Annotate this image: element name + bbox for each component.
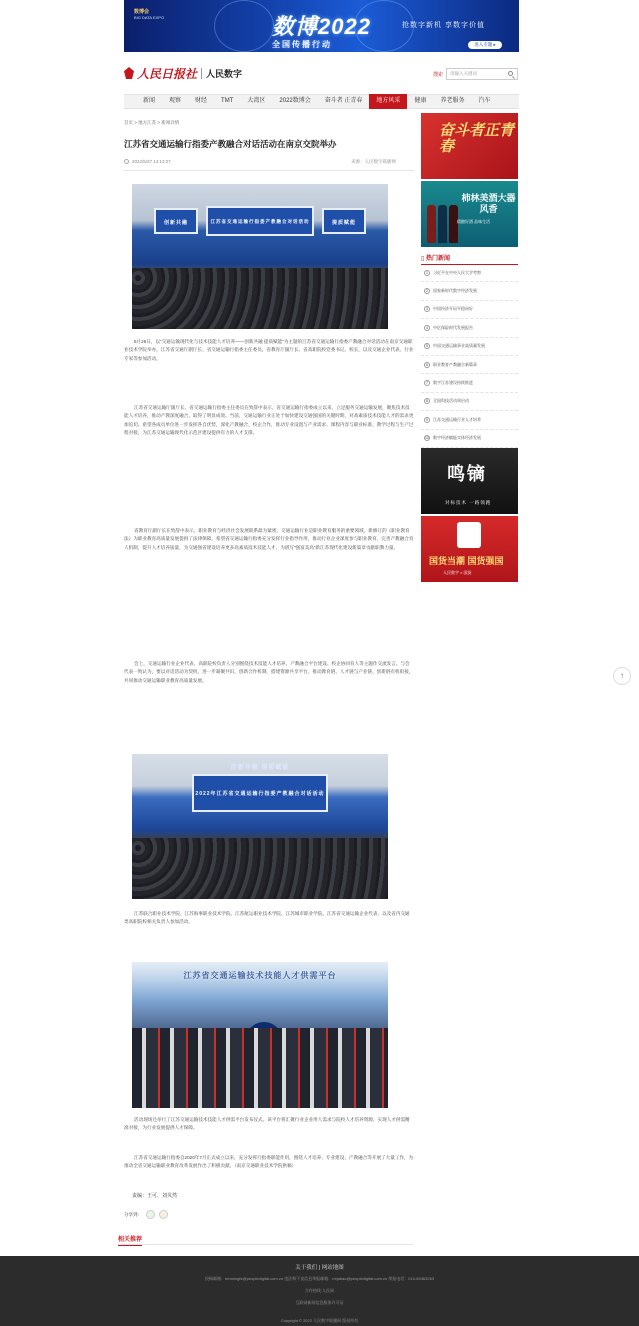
paragraph: 江苏省交通运输厅副厅长、省交通运输行指委主任委员在致辞中表示，省交通运输行指委成立以来，立足服务交通运输发展，聚焦技术技能人才培养，推动产教深度融合，取得了明显成效。当前，交通运输行业正处于加快建设交通强国的关键时期，对高素质技术技能人才的需求更加迫切。希望各成员单位进一步发挥各自优势，深化产教融合、校企合作，推动专业设置与产业需求、课程内容与职业标准、教学过程与生产过程对接，为江苏交通运输现代化示范区建设提供有力的人才支撑。 — [124, 405, 414, 436]
breadcrumb[interactable]: 首页 > 地方江苏 > 新闻详情 — [124, 120, 180, 125]
weibo-share-icon[interactable] — [159, 1210, 168, 1219]
site-logo[interactable]: 人民日报社 人民数字 — [124, 64, 242, 82]
hot-news-label: 中国交通运输事业高质量发展 — [433, 343, 485, 349]
footer-license: 互联网新闻信息服务许可证 — [295, 1300, 344, 1305]
back-to-top-button[interactable] — [613, 667, 631, 685]
hot-news-label: 中国经济开局平稳向好 — [433, 306, 473, 312]
hot-news-title: ▯ 热门新闻 — [421, 253, 518, 265]
rank-badge: 6 — [424, 362, 430, 368]
rank-badge: 3 — [424, 306, 430, 312]
rank-badge: 9 — [424, 417, 430, 423]
nav-item[interactable]: 奋斗者 正青春 — [324, 98, 363, 104]
rank-badge: 5 — [424, 343, 430, 349]
paragraph: 江苏省交通运输行指委自2020年7月正式成立以来，充分发挥行指委职能作用，围绕人才培养、专业建设、产教融合等开展了大量工作，为推动全省交通运输职业教育改革发展作出了积极贡献。（南京交通职业技术学院供稿） — [124, 1155, 414, 1169]
banner-decoration — [214, 0, 274, 52]
audience — [132, 268, 388, 329]
main-nav — [124, 94, 519, 109]
logo-icon — [124, 67, 134, 79]
side-screen-right: 提质赋能 — [322, 208, 366, 234]
banner-enter-button[interactable]: 进入专题 ▸ — [468, 41, 502, 49]
paragraph: 会上，交通运输行业企业代表、高职院校负责人分别围绕技术技能人才培养、产教融合平台建设、校企协同育人等主题作交流发言。与会代表一致认为，要以对话活动为契机，进一步凝聚共识，创新合作机制，搭建资源共享平台，推动教育链、人才链与产业链、创新链有机衔接，共同推动交通运输职业教育高质量发展。 — [124, 661, 414, 683]
bottle-image — [438, 205, 447, 243]
hot-news-item[interactable] — [421, 282, 518, 300]
hot-news-item[interactable] — [421, 374, 518, 392]
article-photo-panel: 创新共融 提质赋能 2022年江苏省交通运输行指委产教融合对话活动 — [132, 754, 388, 899]
rank-badge: 4 — [424, 325, 430, 331]
hot-news-label: 数字江苏建设持续推进 — [433, 380, 473, 386]
paragraph: 5月26日，以“交通运输现代化与技术技能人才培养——创新共融 提质赋能”为主题的江苏省交通运输行指委产教融合对话活动在南京交通职业技术学院举办。江苏省交通厅副厅长、省交通运输行指委主任委员，省教育厅副厅长、省高职院校党委书记、校长，以及交通企业代表、行业专家等参加活动。 — [124, 339, 414, 361]
hot-news-item[interactable] — [421, 356, 518, 374]
sidebar-ad-youth[interactable]: 奋斗者正青春 — [421, 113, 518, 179]
nav-item[interactable]: 地方风采 — [369, 94, 407, 109]
footer-links[interactable]: 关于我们 | 网站地图 — [295, 1265, 344, 1271]
hot-news-label: 江苏交通运输行业人才培养 — [433, 416, 481, 422]
search-icon[interactable] — [508, 71, 513, 76]
paragraph: 省教育厅副厅长在致辞中表示，职业教育与经济社会发展联系最为紧密，交通运输行业是职业教育服务的重要领域。新修订的《职业教育法》为职业教育高质量发展提供了法律保障。希望省交通运输行指委充分发挥行业指导作用，推动行业企业深度参与职业教育，完善产教融合育人机制，提升人才培养质量，为交通强省建设培养更多高素质技术技能人才，为谱写“强富美高”新江苏现代化建设新篇章贡献职教力量。 — [124, 528, 414, 550]
article-photo-conference — [132, 184, 388, 329]
rank-badge: 7 — [424, 380, 430, 386]
arrow-up-icon: ↑ — [620, 671, 624, 680]
banner-logo: 数博会 BIG DATA EXPO — [134, 9, 165, 20]
hot-news-item[interactable] — [421, 264, 518, 282]
bottle-image — [427, 205, 436, 243]
search-input[interactable]: 请输入关键词 — [446, 68, 518, 80]
paragraph: 江苏联合职业技术学院、江苏海事职业技术学院、江苏航运职业技术学院、江苏城市职业学院、江苏省交通运输企业代表，以及省内交通类高职院校相关负责人参加活动。 — [124, 911, 410, 925]
top-banner-ad[interactable] — [124, 0, 519, 52]
hot-news-label: 国家新时代数字经济发展 — [433, 288, 477, 294]
sidebar-ad-guohuo[interactable]: 国货当潮 国货强国 人民数字 × 国货 — [421, 516, 518, 582]
stage-screen: 江苏省交通运输行指委产教融合对话活动 — [206, 206, 314, 236]
banner-slogan: 抢数字新机 享数字价值 — [402, 22, 485, 29]
fire-icon: ▯ — [421, 256, 426, 262]
publish-time: 2022/5/27 14:13:27 — [132, 159, 171, 164]
article-photo-ceremony: 江苏省交通运输技术技能人才供需平台 — [132, 962, 388, 1108]
guests — [132, 1028, 388, 1108]
nav-item[interactable]: 观察 — [169, 98, 182, 104]
nav-item[interactable]: 财经 — [195, 98, 208, 104]
product-image — [457, 522, 481, 548]
search-label: 搜索 — [433, 72, 444, 78]
nav-item[interactable]: TMT — [221, 98, 234, 104]
rank-badge: 1 — [424, 270, 430, 276]
paragraph: 活动现场还举行了江苏交通运输技术技能人才供需平台发布仪式。该平台将汇聚行业企业用人需求与院校人才培养资源，实现人才供需精准对接，为行业发展提供人才保障。 — [124, 1117, 410, 1131]
clock-icon — [124, 159, 129, 164]
logo-divider — [201, 68, 202, 79]
hot-news-label: 数字经济赋能实体经济发展 — [433, 435, 481, 441]
footer-contact: 投稿邮箱：renmingfz@peopledigital.com.cn 违法和不良信息举报邮箱：rmjubao@peopledigital.com.cn 举报电话：010-65363263 — [204, 1276, 435, 1281]
hot-news-label: 全国科技活动周启动 — [433, 398, 469, 404]
footer-partner: 合作热线 人民网 — [304, 1288, 335, 1293]
nav-item[interactable]: 汽车 — [478, 98, 491, 104]
side-screen-left: 创新共融 — [154, 208, 198, 234]
hot-news-label: 中亿保险时代发展报告 — [433, 324, 473, 330]
sidebar-ad-liquor[interactable]: 柿林美酒大器风香 精酿好酒 品味生活 — [421, 181, 518, 247]
article-editor: 责编：王可、刘贝然 — [132, 1193, 178, 1199]
hot-news-item[interactable] — [421, 430, 518, 448]
nav-item[interactable]: 新闻 — [143, 98, 156, 104]
audience — [132, 838, 388, 899]
hot-news-item[interactable] — [421, 393, 518, 411]
divider — [118, 1244, 414, 1245]
hot-news-list — [421, 264, 518, 448]
divider — [124, 170, 414, 171]
hot-news-label: 职业教育产教融合新篇章 — [433, 361, 477, 367]
nav-item[interactable]: 养老服务 — [440, 98, 465, 104]
rank-badge: 10 — [425, 436, 429, 441]
nav-item[interactable]: 2022数博会 — [279, 98, 311, 104]
nav-item[interactable]: 大湾区 — [247, 98, 266, 104]
article-source: 来源：人民数字联播网 — [351, 159, 396, 164]
related-news-title: 相关推荐 — [118, 1234, 142, 1246]
footer — [0, 1256, 639, 1326]
wechat-share-icon[interactable] — [146, 1210, 155, 1219]
stage-screen: 2022年江苏省交通运输行指委产教融合对话活动 — [192, 774, 328, 812]
hot-news-item[interactable] — [421, 301, 518, 319]
rank-badge: 2 — [424, 288, 430, 294]
rank-badge: 8 — [424, 398, 430, 404]
footer-copyright: Copyright © 2022 人民数字联播网 版权所有 — [280, 1318, 359, 1323]
hot-news-item[interactable] — [421, 338, 518, 356]
banner-headline: 数博2022 全国传播行动 — [272, 14, 371, 49]
sidebar-ad-mingdi[interactable]: 鸣镝 对标技术 一路领跑 — [421, 448, 518, 514]
hot-news-item[interactable] — [421, 319, 518, 337]
hot-news-item[interactable] — [421, 411, 518, 429]
hot-news-label: 习近平在中央人民大学考察 — [433, 269, 481, 275]
share-bar: 分享到： — [124, 1210, 168, 1219]
nav-item[interactable]: 健康 — [414, 98, 427, 104]
article-title: 江苏省交通运输行指委产教融合对话活动在南京交院举办 — [124, 139, 337, 149]
